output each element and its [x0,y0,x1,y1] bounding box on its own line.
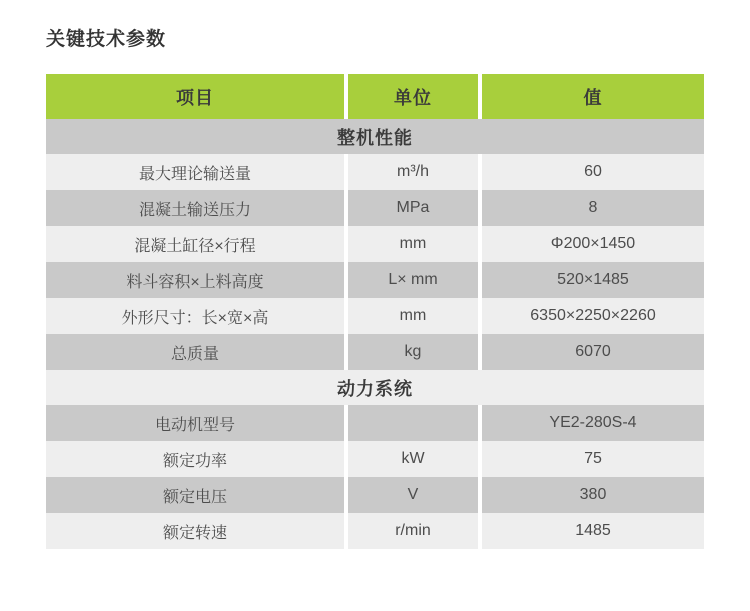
value-cell: Φ200×1450 [478,226,704,262]
spec-table [46,74,704,549]
unit-cell: V [344,477,478,513]
table-row [46,262,704,298]
unit-cell: mm [344,226,478,262]
item-cell: 总质量 [170,345,219,363]
value-cell: 60 [478,154,704,190]
table-row [46,154,704,190]
value-cell: 1485 [478,513,704,549]
value-cell: 8 [478,190,704,226]
value-cell: 520×1485 [478,262,704,298]
column-header-unit: 单位 [344,74,478,119]
table-row [46,334,704,370]
table-row [46,405,704,441]
unit-cell: r/min [344,513,478,549]
value-cell: 380 [478,477,704,513]
unit-cell: kg [344,334,478,370]
value-cell: 75 [478,441,704,477]
table-row [46,477,704,513]
section-header-power-system: 动力系统 [46,370,704,405]
table-row [46,298,704,334]
table-row [46,441,704,477]
unit-cell: m³/h [344,154,478,190]
column-header-value: 值 [478,74,704,119]
item-cell: 额定功率 [162,452,227,470]
unit-cell: MPa [344,190,478,226]
value-cell: 6350×2250×2260 [478,298,704,334]
section-header-overall-performance: 整机性能 [46,119,704,154]
column-header-item: 项目 [176,87,214,108]
table-row [46,513,704,549]
unit-cell [344,405,478,441]
item-cell: 外形尺寸：长×宽×高 [121,309,269,327]
table-header-row [46,74,704,119]
value-cell: YE2-280S-4 [478,405,704,441]
item-cell: 混凝土缸径×行程 [134,237,256,255]
unit-cell: mm [344,298,478,334]
item-cell: 混凝土输送压力 [138,201,251,219]
unit-cell: L× mm [344,262,478,298]
item-cell: 料斗容积×上料高度 [126,273,264,291]
item-cell: 电动机型号 [154,416,235,434]
item-cell: 最大理论输送量 [138,165,251,183]
item-cell: 额定电压 [162,488,227,506]
page-title: 关键技术参数 [46,29,167,50]
item-cell: 额定转速 [162,524,227,542]
unit-cell: kW [344,441,478,477]
table-row [46,226,704,262]
value-cell: 6070 [478,334,704,370]
table-row [46,190,704,226]
